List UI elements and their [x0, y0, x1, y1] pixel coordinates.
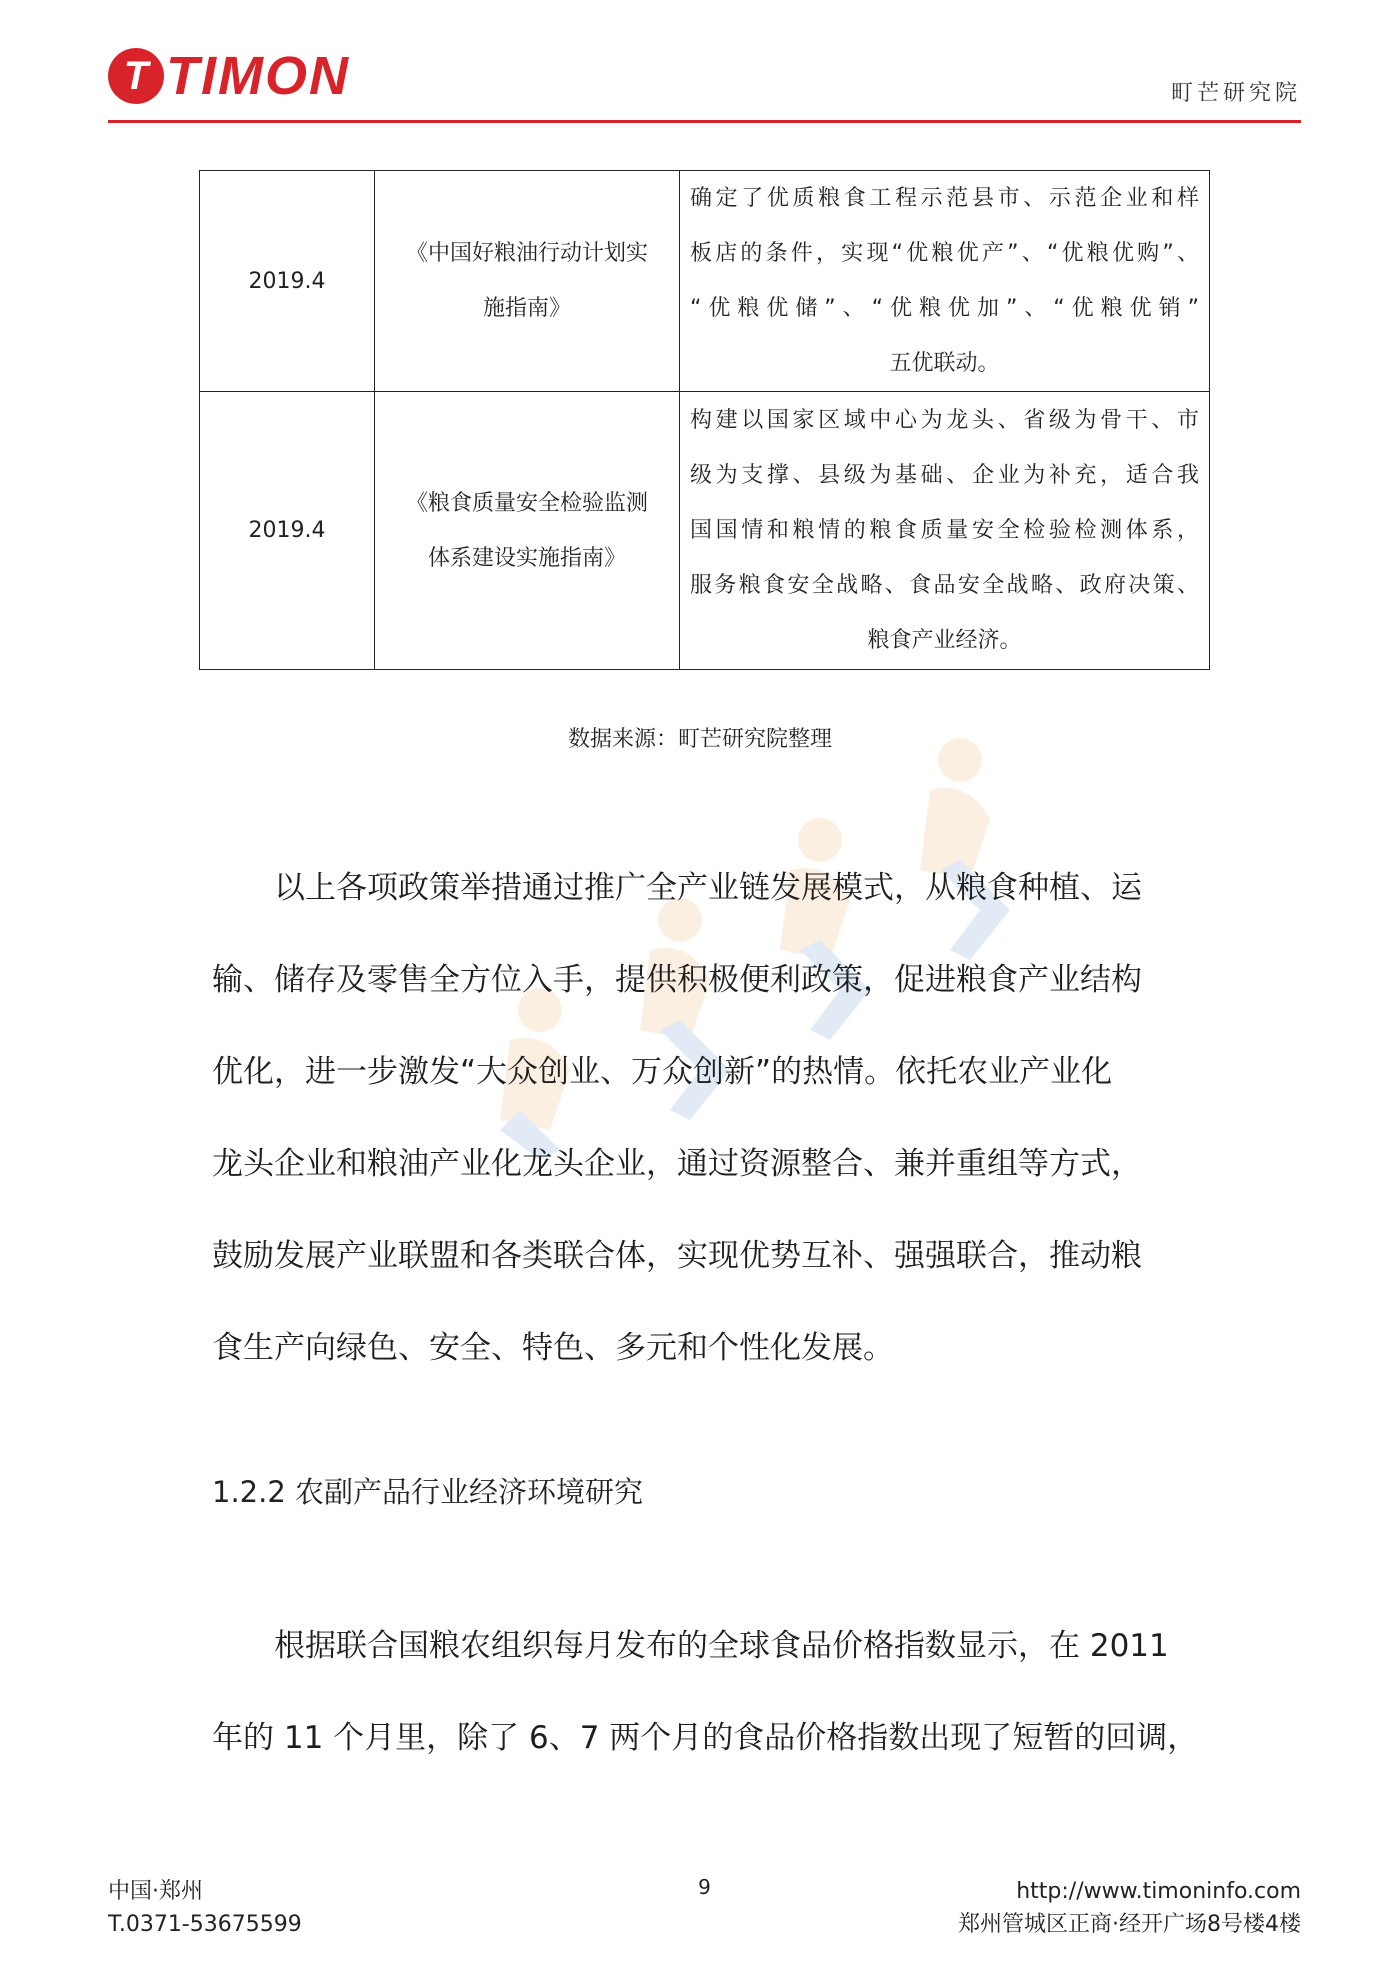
policy-desc-line: 国国情和粮情的粮食质量安全检验检测体系， — [690, 518, 1199, 543]
policy-name-line: 《粮食质量安全检验监测 — [405, 490, 648, 516]
header-divider — [108, 120, 1301, 123]
policy-desc-line: 构建以国家区域中心为龙头、省级为骨干、市 — [690, 408, 1199, 433]
timon-logo — [108, 46, 350, 106]
footer-address: 郑州管城区正商·经开广场8号楼4楼 — [958, 1912, 1301, 1937]
paragraph-line: 输、储存及零售全方位入手，提供积极便利政策，促进粮食产业结构 — [212, 962, 1142, 998]
paragraph-line: 优化，进一步激发“大众创业、万众创新”的热情。依托农业产业化 — [212, 1054, 1113, 1090]
logo-t-mark-icon: T — [108, 48, 164, 104]
paragraph-line: 年的 11 个月里，除了 6、7 两个月的食品价格指数出现了短暂的回调， — [212, 1720, 1199, 1756]
policy-desc-line: 服务粮食安全战略、食品安全战略、政府决策、 — [690, 573, 1199, 598]
policy-desc-line: 五优联动。 — [889, 351, 1000, 376]
policy-desc-cell — [680, 392, 1210, 670]
table-caption: 数据来源：町芒研究院整理 — [567, 727, 832, 752]
footer-location: 中国·郑州 — [108, 1879, 203, 1904]
logo-text: TIMON — [166, 46, 350, 106]
body-paragraph — [212, 842, 1198, 1394]
page-header — [108, 40, 1301, 126]
policy-name-cell — [375, 171, 680, 392]
policy-desc-line: “优粮优储”、“优粮优加”、“优粮优销” — [690, 296, 1199, 321]
org-name: 町芒研究院 — [1170, 81, 1301, 106]
policy-desc-line: 板店的条件，实现“优粮优产”、“优粮优购”、 — [690, 241, 1199, 266]
policy-date-cell: 2019.4 — [200, 171, 375, 392]
table-row — [200, 392, 1210, 670]
policy-name-line: 施指南》 — [482, 296, 571, 321]
policy-desc-cell — [680, 171, 1210, 392]
page-number: 9 — [698, 1875, 711, 1899]
footer-website-link[interactable]: http://www.timoninfo.com — [1016, 1879, 1301, 1904]
policy-date-cell: 2019.4 — [200, 392, 375, 670]
body-paragraph — [212, 1600, 1198, 1784]
table-row — [200, 171, 1210, 392]
policy-table — [199, 170, 1210, 670]
policy-desc-line: 级为支撑、县级为基础、企业为补充，适合我 — [690, 463, 1199, 488]
section-heading: 1.2.2 农副产品行业经济环境研究 — [212, 1475, 644, 1509]
paragraph-line: 根据联合国粮农组织每月发布的全球食品价格指数显示，在 2011 — [212, 1628, 1169, 1664]
paragraph-line: 龙头企业和粮油产业化龙头企业，通过资源整合、兼并重组等方式， — [212, 1146, 1142, 1182]
policy-name-line: 体系建设实施指南》 — [427, 545, 626, 571]
policy-name-line: 《中国好粮油行动计划实 — [405, 241, 648, 266]
footer-address-block — [958, 1875, 1301, 1941]
policy-name-cell — [375, 392, 680, 670]
policy-desc-line: 粮食产业经济。 — [867, 628, 1022, 653]
paragraph-line: 鼓励发展产业联盟和各类联合体，实现优势互补、强强联合，推动粮 — [212, 1238, 1142, 1274]
footer-phone: T.0371-53675599 — [108, 1912, 302, 1937]
paragraph-line: 以上各项政策举措通过推广全产业链发展模式，从粮食种植、运 — [212, 870, 1142, 906]
paragraph-line: 食生产向绿色、安全、特色、多元和个性化发展。 — [212, 1330, 894, 1366]
policy-desc-line: 确定了优质粮食工程示范县市、示范企业和样 — [690, 186, 1199, 211]
